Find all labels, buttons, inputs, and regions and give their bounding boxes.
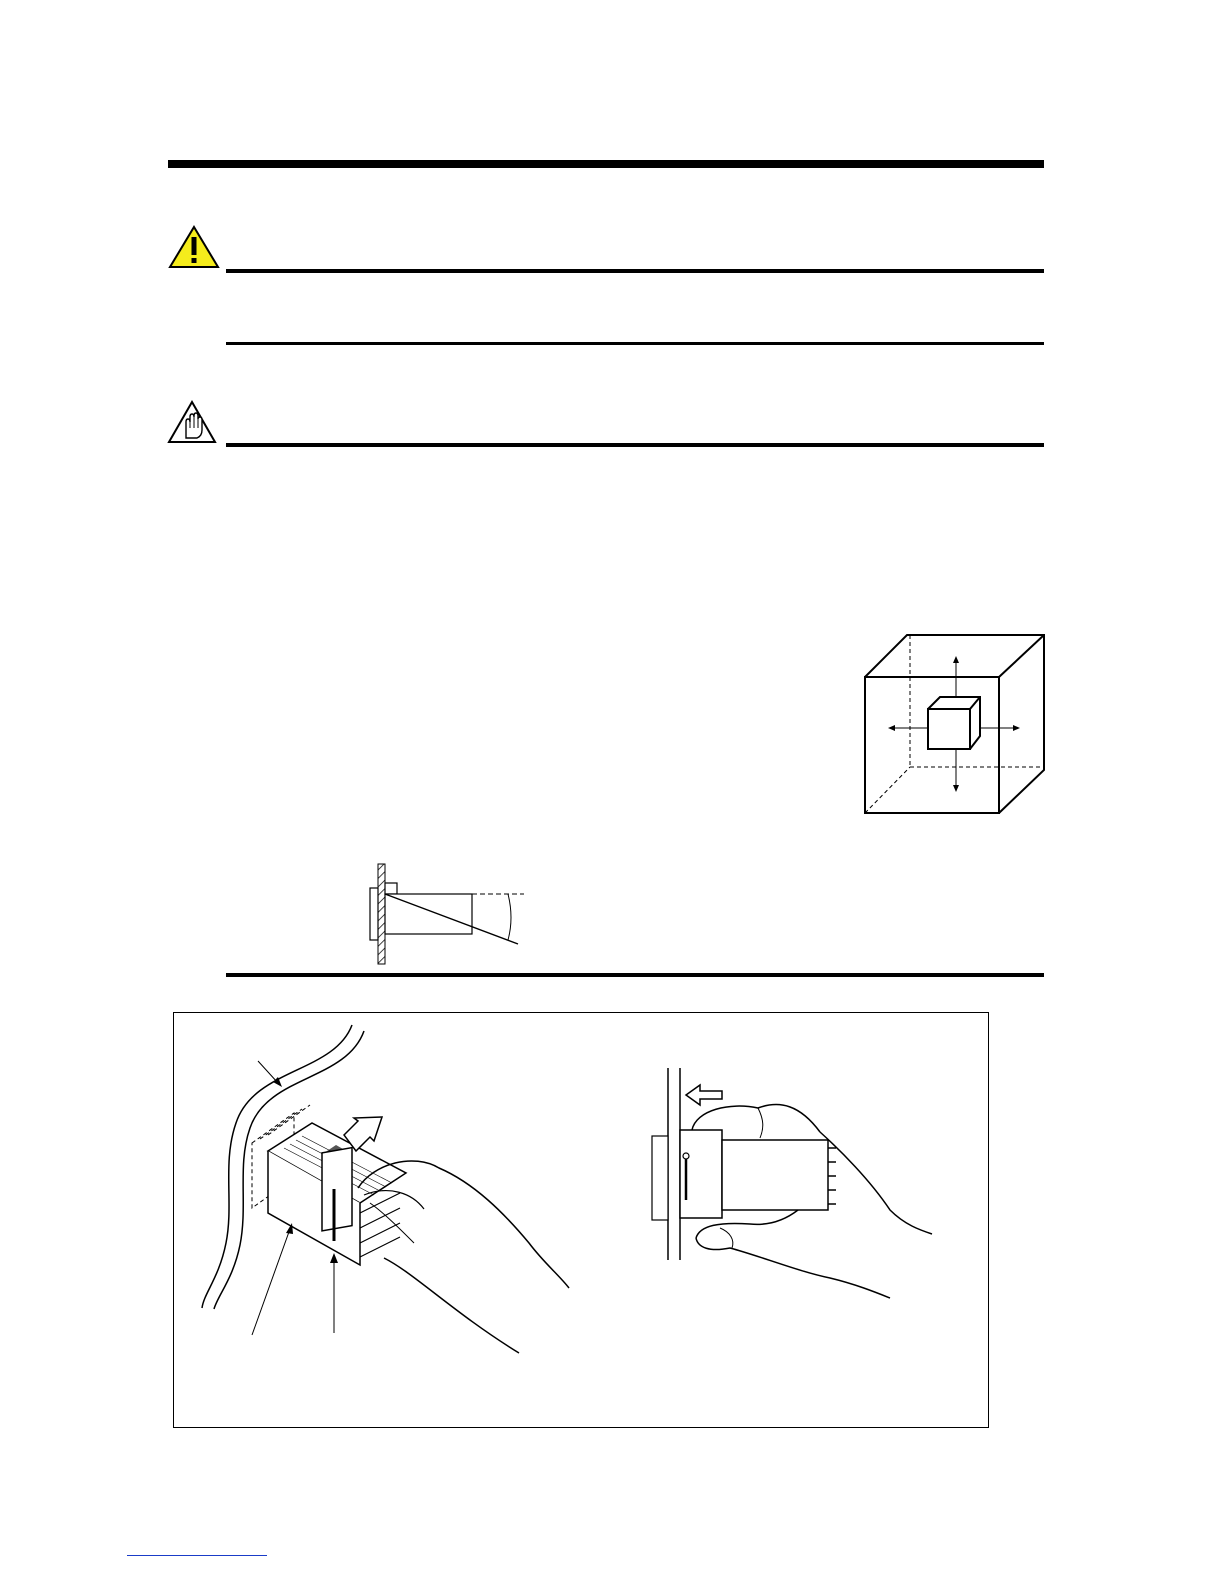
warning-top-rule: [226, 269, 1044, 273]
mounting-tilt-angle-figure: [362, 860, 532, 966]
caution-bottom-rule: [226, 973, 1044, 977]
warning-triangle-icon: [168, 225, 220, 269]
footer-link-underline[interactable]: [127, 1555, 267, 1556]
panel-push-illustration: [640, 1060, 940, 1300]
mounting-clearance-cube-figure: [860, 630, 1050, 820]
caution-top-rule: [226, 443, 1044, 447]
warning-bottom-rule: [226, 342, 1044, 345]
panel-insert-illustration: [174, 1013, 594, 1425]
header-rule: [168, 160, 1044, 168]
caution-hand-icon: [167, 400, 217, 444]
